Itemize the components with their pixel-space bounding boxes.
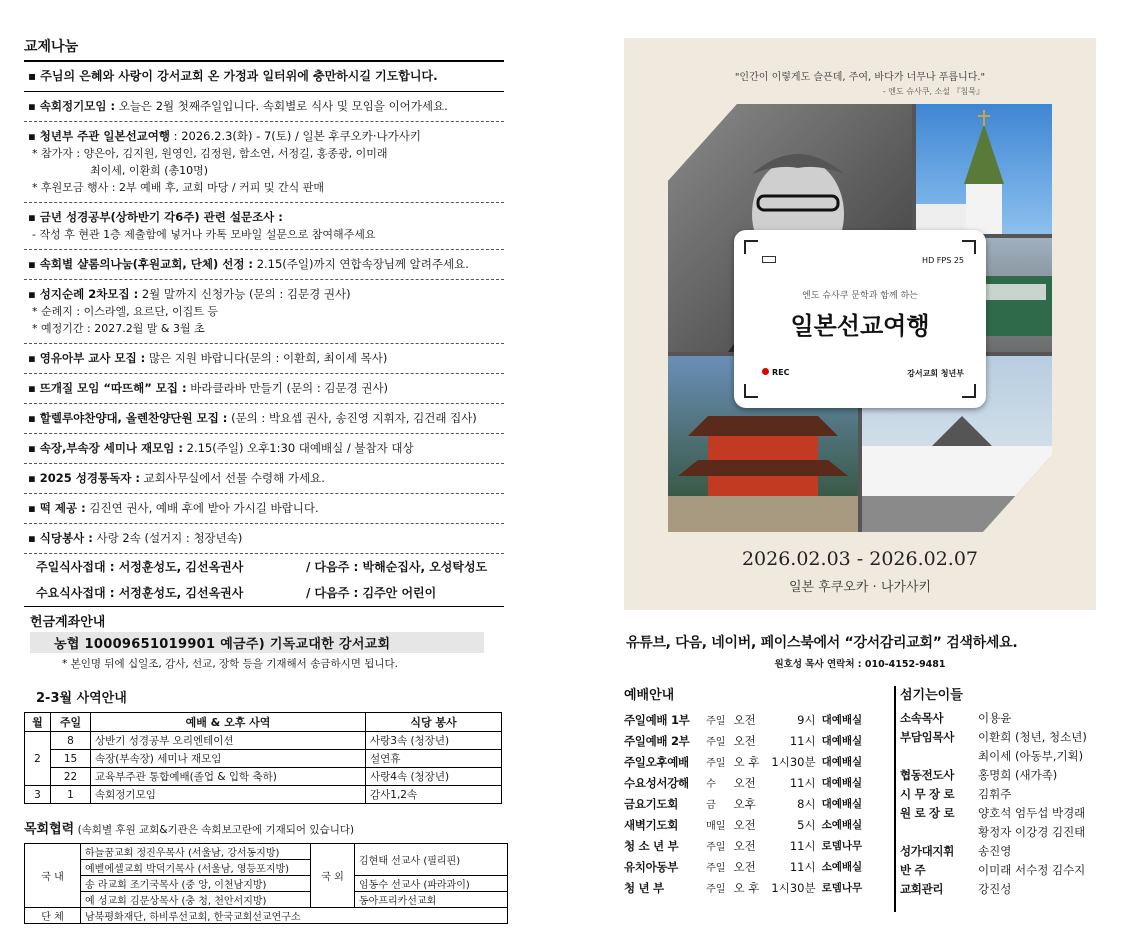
- news-item: [24, 434, 504, 464]
- news-item-detail: * 예정기간 : 2027.2월 말 & 3월 초: [32, 322, 205, 335]
- bottom-columns: [620, 684, 1100, 914]
- staff-names: 송진영: [978, 844, 1012, 858]
- frame-corner: [744, 384, 758, 398]
- foreign-item: 임동수 선교사 (파라과이): [355, 876, 508, 892]
- staff-row: [900, 709, 1100, 728]
- staff-names: 이환희 (청년, 청소년): [978, 730, 1087, 744]
- staff-row: [900, 747, 1100, 766]
- day-cell: 1: [51, 786, 91, 804]
- schedule-header: 식당 봉사: [366, 713, 502, 732]
- news-item-head: ▪ 떡 제공 :: [28, 501, 86, 515]
- frame-corner: [962, 240, 976, 254]
- right-column: [620, 38, 1100, 914]
- worship-title: 예배안내: [624, 688, 675, 703]
- news-item-head: ▪ 금년 성경공부(상하반기 각6주) 관련 설문조사 :: [28, 210, 283, 224]
- news-item-text: (문의 : 박요셉 권사, 송진영 지휘자, 김건래 집사): [227, 411, 477, 425]
- worship-list: [624, 709, 890, 898]
- schedule-header: 예배 & 오후 사역: [91, 713, 366, 732]
- foreign-label: 국 외: [311, 844, 355, 908]
- staff-role: 교회관리: [900, 882, 944, 896]
- event-cell: 상반기 성경공부 오리엔테이션: [91, 732, 366, 750]
- worship-hour: 8시: [797, 796, 816, 811]
- worship-place: 대예배실: [821, 798, 863, 810]
- left-column: [24, 36, 504, 924]
- search-notice: 유튜브, 다음, 네이버, 페이스북에서 “강서감리교회” 검색하세요.: [626, 635, 1018, 651]
- frame-corner: [962, 384, 976, 398]
- staff-row: [900, 823, 1100, 842]
- mission-title-text: 목회협력: [24, 822, 75, 837]
- schedule-title: 2-3월 사역안내: [36, 691, 127, 706]
- event-cell: 교육부주관 통합예배(졸업 & 입학 축하): [91, 768, 366, 786]
- rec-label: [762, 368, 790, 377]
- staff-row: [900, 880, 1100, 899]
- news-item-detail: * 참가자 : 양은아, 김지원, 원영인, 김정원, 함소연, 서정길, 홍종광, 이미래: [32, 147, 388, 160]
- rec-text: REC: [772, 368, 790, 377]
- worship-place: 소예배실: [821, 819, 863, 831]
- news-item-text: 김진연 권사, 예배 후에 받아 가시길 바랍니다.: [85, 501, 319, 515]
- worship-day: 매일: [706, 821, 726, 832]
- staff-names: 황정자 이강경 김진태: [978, 825, 1086, 839]
- staff-role: 원 로 장 로: [900, 806, 955, 820]
- card-org: 강서교회 청년부: [907, 369, 964, 378]
- news-item-head: ▪ 청년부 주관 일본선교여행: [28, 129, 171, 143]
- worship-row: [624, 751, 890, 772]
- news-item-head: ▪ 속장,부속장 세미나 재모임 :: [28, 441, 183, 455]
- news-item-text: 사랑 2속 (설거지 : 청장년속): [92, 531, 243, 545]
- staff-title: 섬기는이들: [900, 688, 963, 703]
- contact-line: 원호성 목사 연락처 : 010-4152-9481: [774, 659, 946, 670]
- meal-cell: 사랑4속 (청장년): [366, 768, 502, 786]
- battery-icon: [762, 256, 776, 263]
- news-item-text: : 2026.2.3(화) - 7(토) / 일본 후쿠오카·나가사키: [170, 129, 421, 143]
- worship-day: 주일: [706, 758, 726, 769]
- worship-hour: 11시: [789, 859, 816, 874]
- news-item-head: ▪ 할렐루야찬양대, 올렌찬양단원 모집 :: [28, 411, 228, 425]
- news-item-head: ▪ 뜨개질 모임 “따뜨해” 모집 :: [28, 381, 187, 395]
- card-title: 일본선교여행: [790, 312, 930, 340]
- staff-role: [900, 747, 978, 766]
- poster-quote-source: - 엔도 슈사쿠, 소설 『침묵』: [882, 87, 984, 96]
- worship-place: 대예배실: [821, 777, 863, 789]
- worship-row: [624, 793, 890, 814]
- month-cell: 2: [25, 732, 51, 786]
- news-item: [24, 374, 504, 404]
- staff-list: [900, 709, 1100, 899]
- worship-name: 새벽기도회: [624, 817, 679, 832]
- staff-role: 시 무 장 로: [900, 787, 955, 801]
- rec-dot-icon: [762, 368, 769, 375]
- worship-ampm: 오전: [733, 817, 756, 832]
- worship-ampm: 오전: [733, 838, 756, 853]
- foreign-item: 동아프리카선교회: [355, 892, 508, 908]
- news-item-head: ▪ 속회별 샬롬의나눔(후원교회, 단체) 선정 :: [28, 257, 254, 271]
- worship-hour: 11시: [789, 838, 816, 853]
- news-list: [24, 92, 504, 554]
- schedule-table: [24, 712, 502, 804]
- staff-role: 부담임목사: [900, 730, 955, 744]
- group-item: 남북평화재단, 하비루선교회, 한국교회선교연구소: [81, 908, 508, 924]
- worship-day: 주일: [706, 842, 726, 853]
- domestic-item: 하늘꿈교회 정진우목사 (서울남, 강서동지방): [81, 844, 311, 860]
- hd-label: HD FPS 25: [922, 256, 964, 265]
- card-subtitle: 엔도 슈사쿠 문학과 함께 하는: [802, 291, 918, 301]
- worship-place: 대예배실: [821, 714, 863, 726]
- worship-hour: 5시: [797, 817, 816, 832]
- meal-next: / 다음주 : 박해순집사, 오성탁성도: [306, 560, 488, 574]
- table-row: [25, 732, 502, 750]
- schedule-header: 주일: [51, 713, 91, 732]
- worship-row: [624, 772, 890, 793]
- event-cell: 속회정기모임: [91, 786, 366, 804]
- news-item-text: 바라클라바 만들기 (문의 : 김문경 권사): [186, 381, 389, 395]
- table-row: [25, 786, 502, 804]
- worship-day: 주일: [706, 863, 726, 874]
- trip-poster: [624, 38, 1096, 610]
- mission-table: [24, 843, 508, 924]
- worship-name: 주일오후예배: [624, 754, 689, 769]
- news-item-head: ▪ 성지순례 2차모집 :: [28, 287, 139, 301]
- worship-day: 수: [706, 779, 716, 790]
- worship-hour: 11시: [789, 775, 816, 790]
- group-label: 단 체: [25, 908, 81, 924]
- worship-day: 주일: [706, 884, 726, 895]
- worship-name: 유치아동부: [624, 859, 679, 874]
- worship-name: 청 년 부: [624, 880, 664, 895]
- meal-cell: 감사1,2속: [366, 786, 502, 804]
- staff-row: [900, 842, 1100, 861]
- worship-name: 금요기도회: [624, 796, 679, 811]
- day-cell: 15: [51, 750, 91, 768]
- meal-section: [24, 554, 504, 607]
- worship-row: [624, 730, 890, 751]
- worship-place: 대예배실: [821, 735, 863, 747]
- bank-title: 헌금계좌안내: [30, 615, 106, 630]
- domestic-item: 예 성교회 김문상목사 (충 청, 천안서지방): [81, 892, 311, 908]
- mission-title: [24, 804, 504, 843]
- staff-row: [900, 804, 1100, 823]
- news-title: 교제나눔: [24, 36, 504, 62]
- staff-row: [900, 785, 1100, 804]
- foreign-item: 김현태 선교사 (필리핀): [355, 844, 508, 876]
- staff-names: 이용윤: [978, 711, 1012, 725]
- church-icon: [916, 104, 1052, 234]
- news-item-detail: 최이세, 이환희 (총10명): [90, 164, 209, 177]
- poster-quote: "인간이 이렇게도 슬픈데, 주여, 바다가 너무나 푸릅니다.": [734, 72, 986, 83]
- staff-names: 이미래 서수정 김수지: [978, 863, 1086, 877]
- worship-row: [624, 709, 890, 730]
- worship-day: 금: [706, 800, 716, 811]
- staff-row: [900, 766, 1100, 785]
- schedule-header: 월: [25, 713, 51, 732]
- table-row: [25, 768, 502, 786]
- meal-row: [24, 580, 504, 607]
- worship-name: 주일예배 2부: [624, 733, 690, 748]
- worship-ampm: 오전: [733, 712, 756, 727]
- news-item-text: 2.15(주일)까지 연합속장님께 알려주세요.: [253, 257, 469, 271]
- news-item: [24, 122, 504, 203]
- news-item: [24, 280, 504, 344]
- worship-name: 청 소 년 부: [624, 838, 679, 853]
- meal-next: / 다음주 : 김주안 어린이: [306, 586, 437, 600]
- news-item-detail: * 후원모금 행사 : 2부 예배 후, 교회 마당 / 커피 및 간식 판매: [32, 181, 325, 194]
- worship-day: 주일: [706, 737, 726, 748]
- staff-role: [900, 823, 978, 842]
- news-item: [24, 344, 504, 374]
- meal-label: 수요식사접대 : 서정훈성도, 김선옥권사: [36, 586, 244, 600]
- trip-place: 일본 후쿠오카 · 나가사키: [788, 580, 932, 595]
- meal-cell: 설연휴: [366, 750, 502, 768]
- news-item: [24, 494, 504, 524]
- news-item-text: 2.15(주일) 오후1:30 대예배실 / 불참자 대상: [182, 441, 414, 455]
- trip-dates: 2026.02.03 - 2026.02.07: [741, 548, 979, 570]
- worship-hour: 1시30분: [771, 754, 816, 769]
- worship-ampm: 오 후: [733, 880, 760, 895]
- worship-ampm: 오전: [733, 775, 756, 790]
- staff-row: [900, 861, 1100, 880]
- staff-role: 성가대지휘: [900, 844, 955, 858]
- title-card: [734, 230, 986, 408]
- worship-row: [624, 814, 890, 835]
- staff-names: 양호석 엄두섭 박경래: [978, 806, 1086, 820]
- worship-place: 로뎀나무: [821, 882, 863, 894]
- worship-ampm: 오후: [733, 796, 756, 811]
- worship-name: 주일예배 1부: [624, 712, 690, 727]
- bank-account: 농협 10009651019901 예금주) 기독교대한 강서교회: [30, 632, 484, 653]
- news-item-text: 교회사무실에서 선물 수령해 가세요.: [139, 471, 325, 485]
- news-item: [24, 464, 504, 494]
- day-cell: 8: [51, 732, 91, 750]
- domestic-item: 예벧에셀교회 박덕기목사 (서울남, 영등포지방): [81, 860, 311, 876]
- worship-hour: 1시30분: [771, 880, 816, 895]
- staff-role: 협동전도사: [900, 768, 955, 782]
- worship-section: [624, 684, 890, 898]
- staff-row: [900, 728, 1100, 747]
- staff-section: [900, 684, 1100, 899]
- news-item-detail: - 작성 후 현관 1층 제출함에 넣거나 카톡 모바일 설문으로 참여해주세요: [32, 228, 376, 241]
- worship-place: 소예배실: [821, 861, 863, 873]
- worship-row: [624, 856, 890, 877]
- news-item-head: ▪ 영유아부 교사 모집 :: [28, 351, 146, 365]
- month-cell: 3: [25, 786, 51, 804]
- news-item: [24, 250, 504, 280]
- meal-row: [24, 554, 504, 580]
- worship-place: 대예배실: [821, 756, 863, 768]
- staff-role: 반 주: [900, 863, 926, 877]
- worship-row: [624, 877, 890, 898]
- news-item: [24, 92, 504, 122]
- worship-hour: 11시: [789, 733, 816, 748]
- event-cell: 속장(부속장) 세미나 재모임: [91, 750, 366, 768]
- news-item-detail: * 순례지 : 이스라엘, 요르단, 이집트 등: [32, 305, 218, 318]
- frame-corner: [744, 240, 758, 254]
- meal-label: 주일식사접대 : 서정훈성도, 김선옥권사: [36, 560, 244, 574]
- news-item: [24, 203, 504, 250]
- worship-ampm: 오 후: [733, 754, 760, 769]
- worship-place: 로뎀나무: [821, 840, 863, 852]
- divider: [894, 686, 896, 912]
- prayer-line: ▪ 주님의 은혜와 사랑이 강서교회 온 가정과 일터위에 충만하시길 기도합니다.: [24, 62, 504, 92]
- staff-role: 소속목사: [900, 711, 944, 725]
- staff-names: 최이세 (아동부,기획): [978, 749, 1084, 763]
- news-item: [24, 524, 504, 554]
- worship-ampm: 오전: [733, 859, 756, 874]
- worship-name: 수요성서강해: [624, 775, 689, 790]
- news-item-text: 오늘은 2월 첫째주일입니다. 속회별로 식사 및 모임을 이어가세요.: [115, 99, 448, 113]
- staff-names: 김휘주: [978, 787, 1012, 801]
- church-photo: [916, 104, 1052, 234]
- day-cell: 22: [51, 768, 91, 786]
- news-item-head: ▪ 2025 성경통독자 :: [28, 471, 140, 485]
- worship-row: [624, 835, 890, 856]
- news-item-head: ▪ 속회정기모임 :: [28, 99, 116, 113]
- staff-names: 강진성: [978, 882, 1012, 896]
- news-item-text: 많은 지원 바랍니다(문의 : 이환희, 최이세 목사): [145, 351, 388, 365]
- news-item-head: ▪ 식당봉사 :: [28, 531, 93, 545]
- worship-hour: 9시: [797, 712, 816, 727]
- bank-note: * 본인명 뒤에 십일조, 감사, 선교, 장학 등을 기재해서 송금하시면 됩니다.: [62, 658, 398, 670]
- meal-cell: 사랑3속 (청장년): [366, 732, 502, 750]
- staff-names: 홍명희 (새가족): [978, 768, 1058, 782]
- domestic-label: 국 내: [25, 844, 81, 908]
- news-item-text: 2월 말까지 신청가능 (문의 : 김문경 권사): [138, 287, 351, 301]
- worship-day: 주일: [706, 716, 726, 727]
- worship-ampm: 오전: [733, 733, 756, 748]
- table-row: [25, 750, 502, 768]
- mission-note: (속회별 후원 교회&기관은 속회보고란에 기재되어 있습니다): [74, 824, 355, 836]
- news-item: [24, 404, 504, 434]
- domestic-item: 송 라교회 조기국목사 (중 앙, 이천남지방): [81, 876, 311, 892]
